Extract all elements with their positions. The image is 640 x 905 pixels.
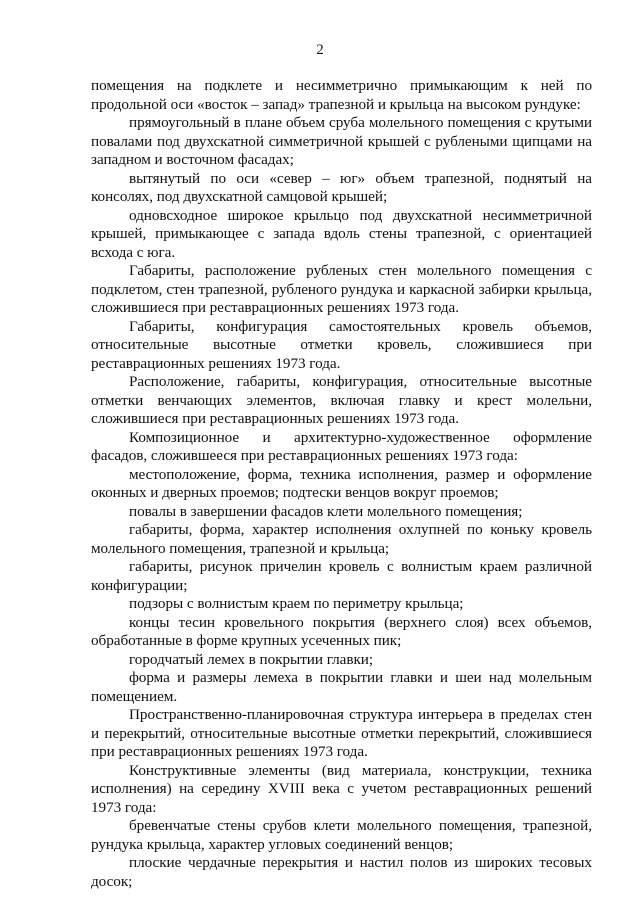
paragraph: повалы в завершении фасадов клети молельного помещения; <box>129 502 523 520</box>
paragraph: габариты, форма, характер исполнения охлупней по коньку кровель молельного помещения, трапезной и крыльца; <box>91 521 592 557</box>
paragraph: плоские чердачные перекрытия и настил полов из широких тесовых досок; <box>91 854 592 890</box>
paragraph: Композиционное и архитектурно-художественное оформление фасадов, сложившееся при реставрационных решениях 1973 года: <box>91 428 592 464</box>
document-body <box>91 77 592 891</box>
paragraph: вытянутый по оси «север – юг» объем трапезной, поднятый на консолях, под двухскатной самцовой крышей; <box>91 169 592 205</box>
paragraph: подзоры с волнистым краем по периметру крыльца; <box>129 595 464 612</box>
paragraph: помещения на подклете и несимметрично примыкающим к ней по продольной оси «восток – запад» трапезной и крыльца на высоком рундуке: <box>91 77 592 113</box>
paragraph: габариты, рисунок причелин кровель с волнистым краем различной конфигурации; <box>91 558 592 594</box>
paragraph: Конструктивные элементы (вид материала, конструкции, техника исполнения) на середину XVIII века с учетом реставрационных решений 1973 года: <box>91 761 592 816</box>
paragraph: местоположение, форма, техника исполнения, размер и оформление оконных и дверных проемов; подтески венцов вокруг проемов; <box>91 465 592 501</box>
paragraph: одновсходное широкое крыльцо под двухскатной несимметричной крышей, примыкающее с запада вдоль стены трапезной, с ориентацией всхода с юга. <box>91 206 592 261</box>
paragraph: городчатый лемех в покрытии главки; <box>129 650 374 668</box>
paragraph: Габариты, конфигурация самостоятельных кровель объемов, относительные высотные отметки кровель, сложившиеся при реставрационных решениях 1973 года. <box>91 317 592 372</box>
page-number: 2 <box>316 42 324 58</box>
paragraph: концы тесин кровельного покрытия (верхнего слоя) всех объемов, обработанные в форме крупных усеченных пик; <box>91 613 592 649</box>
paragraph: прямоугольный в плане объем сруба молельного помещения с крутыми повалами под двухскатной симметричной крышей с рублеными щипцами на западном и восточном фасадах; <box>91 114 592 168</box>
paragraph: Расположение, габариты, конфигурация, относительные высотные отметки венчающих элементов, включая главку и крест молельни, сложившиеся при реставрационных решениях 1973 года. <box>91 373 592 427</box>
paragraph: Габариты, расположение рубленых стен молельного помещения с подклетом, стен трапезной, рубленого рундука и каркасной забирки крыльца, сложившиеся при реставрационных решениях 1973 года. <box>91 262 592 316</box>
paragraph: бревенчатые стены срубов клети молельного помещения, трапезной, рундука крыльца, характер угловых соединений венцов; <box>91 817 592 853</box>
paragraph: форма и размеры лемеха в покрытии главки и шеи над молельным помещением. <box>91 669 592 705</box>
paragraph: Пространственно-планировочная структура интерьера в пределах стен и перекрытий, относительные высотные отметки перекрытий, сложившиеся при реставрационных решениях 1973 года. <box>91 706 592 760</box>
